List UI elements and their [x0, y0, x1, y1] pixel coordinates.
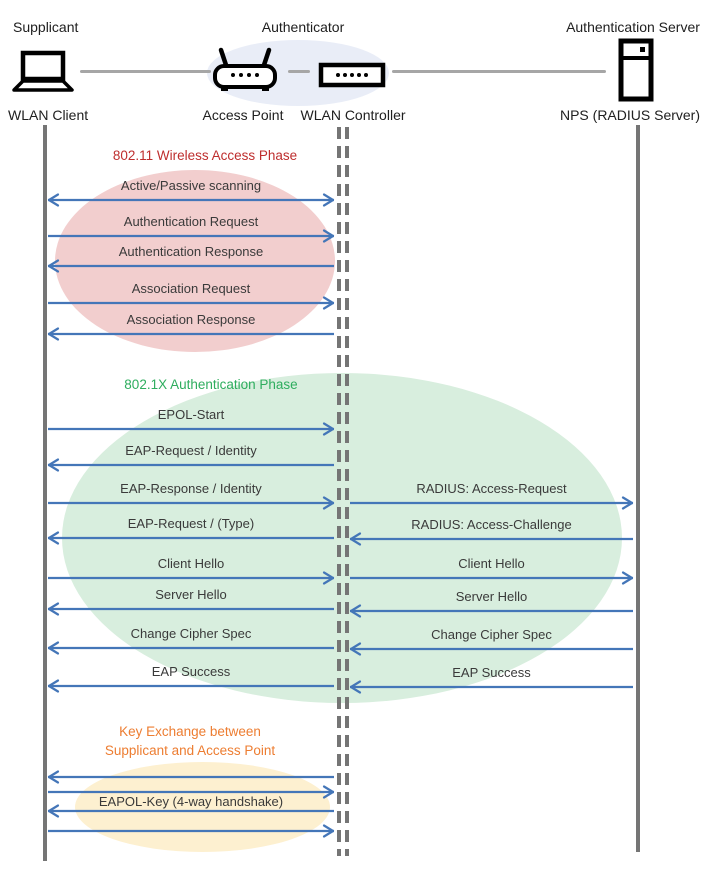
device-label-wlan-client: WLAN Client: [8, 107, 89, 123]
message-arrow: [47, 495, 335, 511]
message-arrow: [47, 192, 335, 208]
message-label: EAP Success: [452, 665, 531, 680]
message-label: RADIUS: Access-Request: [416, 481, 567, 496]
message-arrow: [47, 326, 335, 342]
message-arrow: [47, 823, 335, 839]
device-label-wlan-controller: WLAN Controller: [300, 107, 406, 123]
message-label: Change Cipher Spec: [130, 626, 252, 641]
message-label: EPOL-Start: [157, 407, 225, 422]
phase-title-8021x-auth: 802.1X Authentication Phase: [124, 377, 298, 392]
device-label-nps: NPS (RADIUS Server): [559, 107, 701, 123]
message-label: Server Hello: [455, 589, 528, 604]
message-label: Association Response: [126, 312, 256, 327]
message-arrow: [47, 457, 335, 473]
message-arrow: [349, 531, 634, 547]
message-arrow: [47, 530, 335, 546]
device-label-access-point: Access Point: [202, 107, 284, 123]
message-label: Association Request: [131, 281, 251, 296]
message-label: EAP-Response / Identity: [120, 481, 262, 496]
message-label: Server Hello: [155, 587, 227, 602]
phase-title-key-exchange-line1: Key Exchange between: [119, 724, 261, 739]
message-arrow: [47, 769, 335, 785]
message-label: Change Cipher Spec: [431, 627, 552, 642]
actor-role-supplicant: Supplicant: [13, 19, 79, 35]
message-arrow: [349, 641, 634, 657]
message-arrow: [47, 228, 335, 244]
message-arrow: [349, 495, 634, 511]
message-arrow: [47, 678, 335, 694]
actor-role-authenticator: Authenticator: [261, 19, 345, 35]
message-label: EAP-Request / Identity: [125, 443, 257, 458]
phase-title-key-exchange-line2: Supplicant and Access Point: [104, 743, 276, 758]
message-label: Client Hello: [157, 556, 225, 571]
message-arrow: [349, 570, 634, 586]
message-label: EAP Success: [151, 664, 231, 679]
message-arrow: [349, 603, 634, 619]
message-label: Client Hello: [458, 556, 525, 571]
phase-title-80211-wireless: 802.11 Wireless Access Phase: [112, 148, 298, 163]
message-arrow: [47, 295, 335, 311]
message-arrow: [47, 640, 335, 656]
message-label: Active/Passive scanning: [120, 178, 262, 193]
message-label: EAP-Request / (Type): [127, 516, 255, 531]
message-label: RADIUS: Access-Challenge: [411, 517, 572, 532]
message-arrow: [47, 570, 335, 586]
message-arrow: [47, 258, 335, 274]
message-arrow: [47, 421, 335, 437]
message-label: Authentication Response: [118, 244, 264, 259]
message-label: EAPOL-Key (4-way handshake): [98, 794, 284, 809]
message-arrow: [47, 601, 335, 617]
message-label: Authentication Request: [123, 214, 259, 229]
actor-role-auth-server: Authentication Server: [566, 19, 700, 35]
message-arrow: [349, 679, 634, 695]
